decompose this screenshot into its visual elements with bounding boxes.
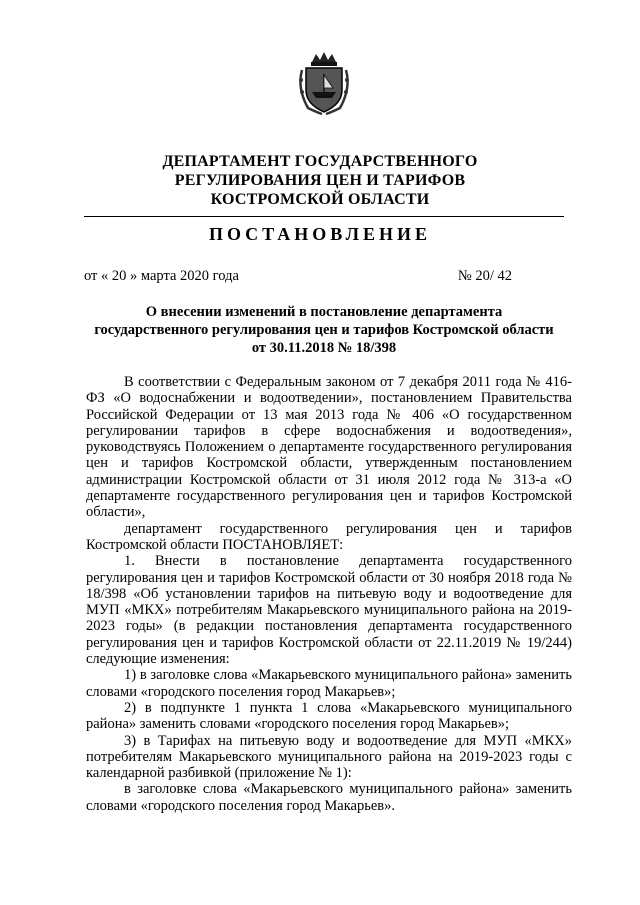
document-subject <box>84 303 564 357</box>
body-paragraph: 2) в подпункте 1 пункта 1 слова «Макарьевского муниципального района» заменить словами «городского поселения город Макарьев»; <box>86 699 572 733</box>
coat-of-arms-emblem <box>296 50 352 116</box>
department-line: РЕГУЛИРОВАНИЯ ЦЕН И ТАРИФОВ <box>174 172 466 189</box>
body-paragraph: в заголовке слова «Макарьевского муниципального района» заменить словами «городского поселения город Макарьев». <box>86 781 572 814</box>
subject-line: О внесении изменений в постановление департамента <box>145 304 503 320</box>
body-paragraph: 3) в Тарифах на питьевую воду и водоотведение для МУП «МКХ» потребителям Макарьевского муниципального района на 2019-2023 годы с календарной разбивкой (приложение № 1): <box>86 732 572 782</box>
body-paragraph: В соответствии с Федеральным законом от 7 декабря 2011 года № 416-ФЗ «О водоснабжении и водоотведении», постановлением Правительства Российской Федерации от 13 мая 2013 года № 406 «О государственном регулировании тарифов в сфере водоснабжения и водоотведения», руководствуясь Положением о департаменте государственного регулирования цен и тарифов Костромской области, утвержденным постановлением администрации Костромской области от 31 июля 2012 года № 313-а «О департаменте государственного регулирования цен и тарифов Костромской области», <box>86 374 572 521</box>
body-paragraph: 1. Внести в постановление департамента государственного регулирования цен и тарифов Костромской области от 30 ноября 2018 года № 18/398 «Об установлении тарифов на питьевую воду и водоотведение для МУП «МКХ» потребителям Макарьевского муниципального района на 2019-2023 годы» (в редакции постановления департамента государственного регулирования цен и тарифов Костромской области от 22.11.2019 № 19/244) следующие изменения: <box>86 553 572 668</box>
header-divider <box>84 216 564 217</box>
department-line: ДЕПАРТАМЕНТ ГОСУДАРСТВЕННОГО <box>162 153 478 170</box>
document-type: ПОСТАНОВЛЕНИЕ <box>208 224 432 244</box>
document-body <box>86 374 572 814</box>
document-number: № 20/ 42 <box>457 268 512 284</box>
department-line: КОСТРОМСКОЙ ОБЛАСТИ <box>210 191 430 208</box>
subject-line: от 30.11.2018 № 18/398 <box>251 340 397 356</box>
department-name <box>0 152 640 209</box>
body-paragraph: департамент государственного регулирования цен и тарифов Костромской области ПОСТАНОВЛЯЕТ: <box>86 520 572 553</box>
body-paragraph: 1) в заголовке слова «Макарьевского муниципального района» заменить словами «городского поселения город Макарьев»; <box>86 667 572 700</box>
subject-line: государственного регулирования цен и тарифов Костромской области <box>94 322 554 338</box>
document-date: от « 20 » марта 2020 года <box>84 268 239 284</box>
